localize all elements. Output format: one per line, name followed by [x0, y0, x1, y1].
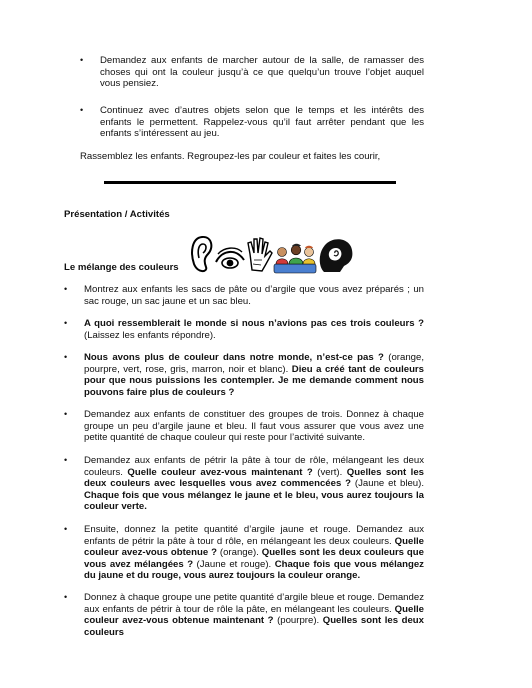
list-item [64, 409, 424, 444]
list-item-text [84, 284, 424, 307]
bullet-icon: • [64, 318, 68, 328]
list-item-text [84, 524, 424, 582]
bullet-icon: • [64, 455, 68, 465]
hand-icon [248, 238, 272, 271]
text-run: Donnez à chaque groupe une petite quantité d’argile bleue et rouge. Demandez aux enfants de pétrir à tour de rôle la pâte, en mélangeant les couleurs. [84, 592, 424, 615]
text-run: (orange, pourpre, vert, rose, gris, marron, noir et blanc). [84, 352, 424, 375]
children-group-icon [274, 244, 316, 273]
text-run: (Jaune et rouge). [193, 558, 275, 570]
list-item-text [84, 318, 424, 341]
list-item [80, 55, 424, 90]
text-run: Demandez aux enfants de pétrir la pâte à tour de rôle, mélangeant les deux couleurs. [84, 455, 424, 478]
activity-icons [190, 234, 354, 274]
text-run: Montrez aux enfants les sacs de pâte ou d’argile que vous avez préparés ; un sac rouge, un sac jaune et un sac bleu. [84, 284, 424, 307]
text-run: (Jaune et bleu). [351, 478, 424, 490]
subsection-title: Le mélange des couleurs [64, 262, 179, 273]
list-item-text [84, 592, 424, 638]
list-item [64, 592, 424, 638]
list-item-text: Demandez aux enfants de marcher autour de la salle, de ramasser des choses qui ont la couleur jusqu’à ce que quelqu’un trouve l’objet auquel vous pensiez. [100, 55, 424, 90]
bullet-icon: • [64, 592, 68, 602]
text-run: (pourpre). [273, 615, 323, 627]
list-item-text: Continuez avec d’autres objets selon que le temps et les intérêts des enfants le permettent. Rappelez-vous qu’il faut arrêter pendant que les enfants s’intéressent au jeu. [100, 105, 424, 140]
section-title: Présentation / Activités [64, 209, 170, 220]
bold-text-run: Nous avons plus de couleur dans notre monde, n’est-ce pas ? [84, 352, 384, 363]
bold-text-run: Quelles sont les deux couleurs que vous avez mélangées ? [84, 547, 424, 570]
bold-text-run: Dieu a créé tant de couleurs pour que nous puissions les contempler. Je me demande comment nous pouvons faire plus de couleurs ? [84, 363, 424, 398]
list-item [80, 105, 424, 140]
bold-text-run: A quoi ressemblerait le monde si nous n’avions pas ces trois couleurs ? [84, 318, 424, 329]
bold-text-run: Chaque fois que vous mélangez du jaune et du rouge, vous aurez toujours la couleur orange. [84, 558, 424, 582]
list-item [64, 318, 424, 341]
eye-icon [216, 248, 244, 268]
bullet-icon: • [64, 524, 68, 534]
list-item-text [84, 352, 424, 398]
ear-icon [192, 237, 211, 271]
text-run: Ensuite, donnez la petite quantité d’argile jaune et rouge. Demandez aux enfants de pétrir la pâte à tour d rôle, en mélangeant les deux couleurs. [84, 524, 424, 547]
list-item [64, 455, 424, 513]
bold-text-run: Quelle couleur avez-vous obtenue ? [84, 535, 424, 559]
horizontal-divider [104, 181, 396, 184]
bold-text-run: Chaque fois que vous mélangez le jaune et le bleu, vous aurez toujours la couleur verte. [84, 489, 424, 513]
list-item [64, 352, 424, 398]
list-item-text [84, 409, 424, 444]
text-run: Demandez aux enfants de constituer des groupes de trois. Donnez à chaque groupe un peu d’argile jaune et bleu. Il faut vous assurer que vous avez une petite quantité de chaque couleur qui reste pour l’activité suivante. [84, 409, 424, 444]
text-run: (vert). [312, 466, 347, 478]
bullet-icon: • [64, 409, 68, 419]
bold-text-run: Quelle couleur avez-vous obtenue maintenant ? [84, 603, 424, 627]
list-item-text [84, 455, 424, 513]
bold-text-run: Quelle couleur avez-vous maintenant ? [127, 466, 313, 478]
bullet-icon: • [64, 284, 68, 294]
bold-text-run: Quelles sont les deux couleurs [84, 615, 424, 638]
list-item [64, 524, 424, 582]
list-item [64, 284, 424, 307]
bold-text-run: Quelles sont les deux couleurs avec lesquelles vous avez commencées ? [84, 466, 424, 490]
text-run: (Laissez les enfants répondre). [84, 329, 216, 341]
head-thinking-icon [320, 239, 353, 272]
bullet-icon: • [80, 105, 84, 115]
bullet-icon: • [64, 352, 68, 362]
bullet-icon: • [80, 55, 84, 65]
text-run: (orange). [216, 547, 262, 559]
gather-paragraph: Rassemblez les enfants. Regroupez-les par couleur et faites les courir, [80, 151, 381, 162]
